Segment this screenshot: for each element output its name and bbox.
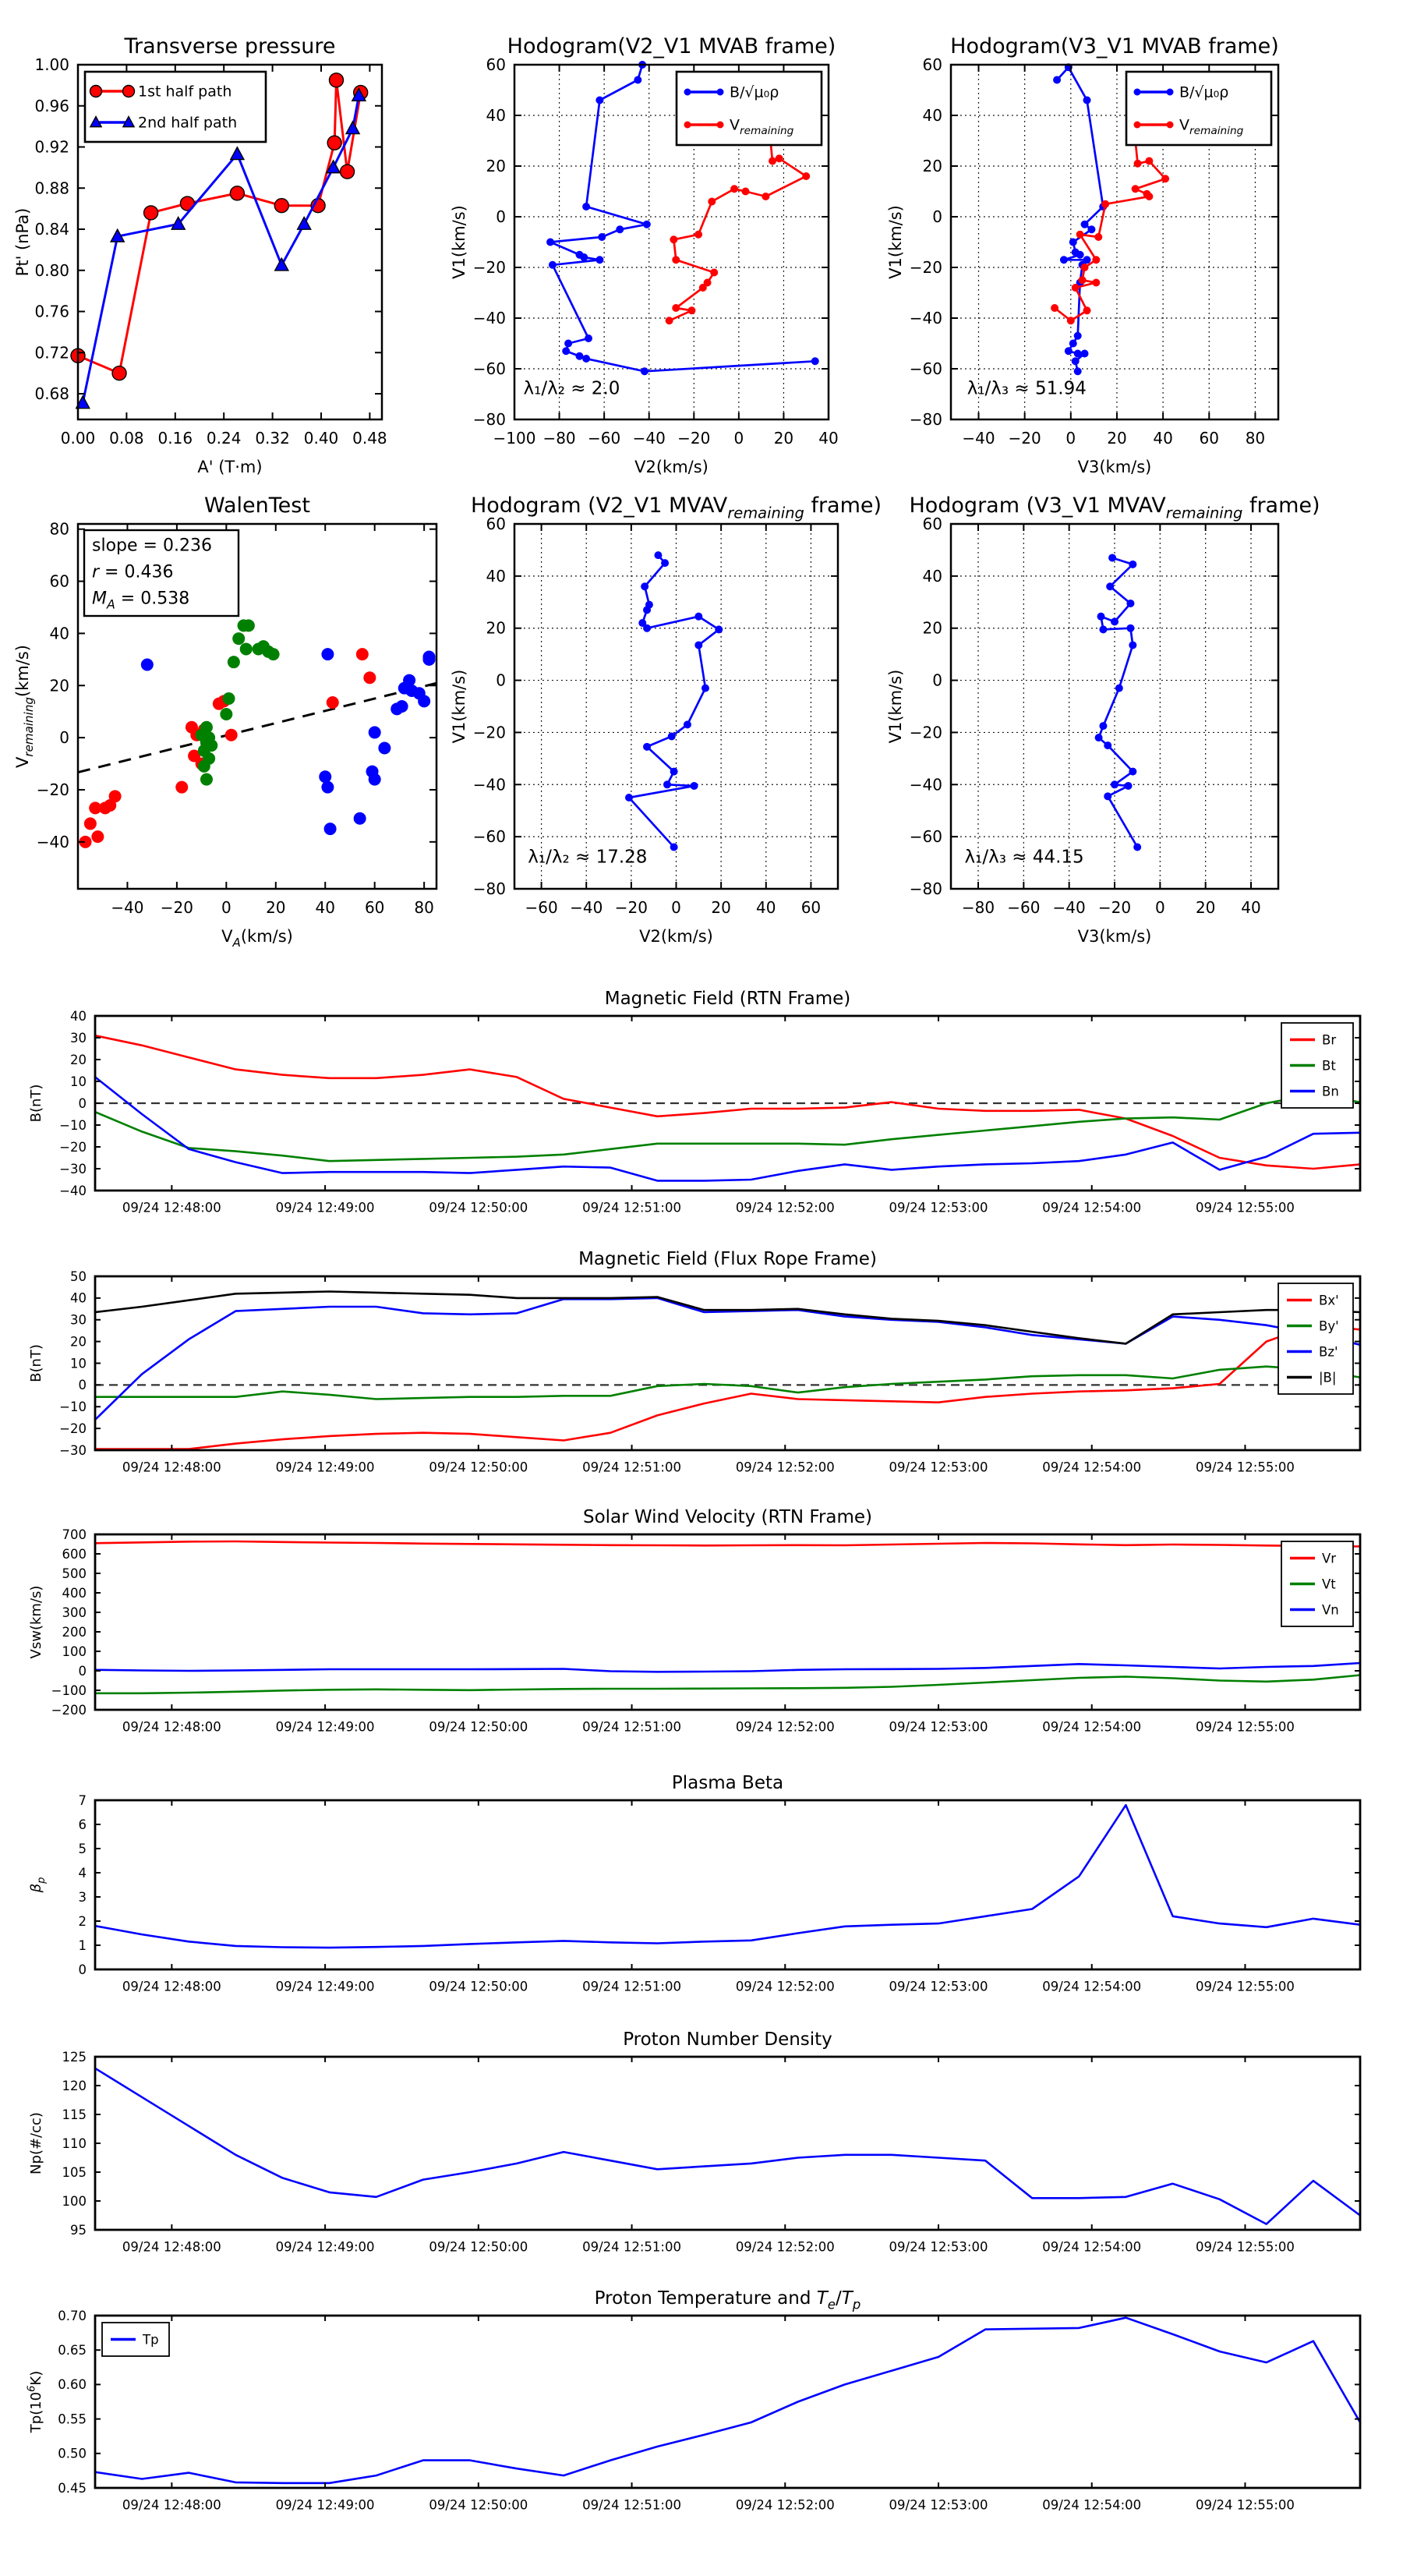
svg-text:−20: −20: [160, 898, 194, 917]
svg-text:0.16: 0.16: [157, 429, 193, 448]
svg-text:09/24 12:48:00: 09/24 12:48:00: [122, 1719, 221, 1735]
svg-text:−80: −80: [909, 410, 942, 429]
svg-text:−30: −30: [59, 1161, 87, 1177]
svg-text:Vremaining: $V_{remaining}$: [730, 116, 794, 137]
svg-text:−20: −20: [59, 1139, 87, 1155]
svg-text:0.55: 0.55: [58, 2411, 87, 2427]
svg-text:−20: −20: [36, 780, 69, 799]
svg-text:500: 500: [62, 1566, 87, 1581]
svg-text:40: 40: [70, 1008, 87, 1024]
svg-text:−60: −60: [472, 359, 506, 378]
svg-text:Hodogram (V3_V1 MVAVremaining: Hodogram (V3_V1 $MVAV_{remaining}$ frame): [909, 494, 1320, 522]
svg-text:40: 40: [49, 624, 69, 643]
svg-text:60: 60: [486, 55, 506, 74]
chart-plasma-beta: [28, 1773, 1360, 1994]
svg-text:0: 0: [1066, 429, 1076, 448]
svg-text:09/24 12:55:00: 09/24 12:55:00: [1196, 1460, 1295, 1475]
svg-text:Vremaining(km/s): $V_{remaining}(km/s)$: [13, 644, 36, 769]
svg-text:Br: Br: [1322, 1032, 1337, 1048]
series-Vr: [95, 1541, 1360, 1547]
svg-text:0: 0: [496, 671, 506, 690]
svg-text:09/24 12:51:00: 09/24 12:51:00: [582, 1460, 681, 1475]
series-Tp: [95, 2318, 1360, 2483]
svg-text:09/24 12:50:00: 09/24 12:50:00: [429, 1200, 528, 1215]
svg-text:−10: −10: [59, 1399, 87, 1415]
svg-text:−20: −20: [472, 723, 506, 742]
svg-text:−60: −60: [909, 827, 942, 847]
svg-text:Magnetic Field (Flux Rope Fram: Magnetic Field (Flux Rope Frame): [578, 1249, 877, 1269]
svg-text:0: 0: [78, 1962, 87, 1977]
svg-text:0.76: 0.76: [34, 302, 69, 321]
svg-text:30: 30: [70, 1312, 87, 1328]
svg-text:Proton Temperature and Te/Tp: Proton Temperature and $T_e/T_p$: [594, 2288, 861, 2312]
svg-text:80: 80: [1245, 429, 1266, 448]
svg-text:Np(#/cc): Np(#/cc): [28, 2112, 44, 2174]
svg-text:0: 0: [1154, 898, 1165, 917]
svg-text:βp: $\beta_p$: [28, 1877, 48, 1893]
svg-text:09/24 12:52:00: 09/24 12:52:00: [735, 1719, 835, 1735]
svg-text:B/√μ₀ρ: B/√μ₀ρ: [1179, 83, 1229, 101]
svg-text:Bz': Bz': [1319, 1344, 1338, 1360]
svg-text:40: 40: [818, 429, 839, 448]
svg-text:λ₁/λ₃ ≈ 44.15: λ₁/λ₃ ≈ 44.15: [964, 847, 1084, 868]
svg-text:−20: −20: [614, 898, 648, 917]
series-Br: [95, 1035, 1360, 1169]
svg-text:09/24 12:51:00: 09/24 12:51:00: [582, 1719, 681, 1735]
svg-text:20: 20: [922, 157, 942, 175]
series-Np: [95, 2068, 1360, 2224]
svg-text:Proton Number Density: Proton Number Density: [623, 2029, 832, 2050]
svg-text:Bn: Bn: [1322, 1084, 1339, 1099]
svg-text:0.84: 0.84: [34, 220, 69, 239]
svg-text:09/24 12:50:00: 09/24 12:50:00: [429, 2497, 528, 2513]
svg-text:40: 40: [70, 1290, 87, 1306]
svg-text:Plasma Beta: Plasma Beta: [671, 1773, 784, 1793]
svg-text:09/24 12:53:00: 09/24 12:53:00: [889, 1200, 988, 1215]
svg-text:−20: −20: [1008, 429, 1041, 448]
svg-text:V1(km/s): V1(km/s): [886, 205, 905, 279]
svg-text:0.48: 0.48: [352, 429, 387, 448]
chart-proton-density: [28, 2029, 1360, 2255]
chart-vsw-rtn: [28, 1507, 1360, 1735]
svg-text:0.80: 0.80: [34, 260, 69, 280]
svg-text:200: 200: [62, 1624, 87, 1640]
axes-box: [95, 2316, 1360, 2488]
svg-text:λ₁/λ₂ ≈ 17.28: λ₁/λ₂ ≈ 17.28: [528, 847, 648, 868]
svg-text:Vn: Vn: [1322, 1602, 1339, 1618]
svg-text:0: 0: [221, 898, 231, 917]
svg-text:−20: −20: [909, 258, 942, 277]
svg-text:20: 20: [486, 157, 506, 175]
svg-text:0.24: 0.24: [206, 429, 242, 448]
svg-text:6: 6: [78, 1817, 87, 1832]
svg-text:0.65: 0.65: [58, 2342, 87, 2358]
svg-text:09/24 12:50:00: 09/24 12:50:00: [429, 1979, 528, 1994]
svg-text:115: 115: [62, 2107, 87, 2122]
svg-text:09/24 12:54:00: 09/24 12:54:00: [1042, 1460, 1142, 1475]
svg-text:400: 400: [62, 1585, 87, 1601]
svg-text:09/24 12:55:00: 09/24 12:55:00: [1196, 2497, 1295, 2513]
svg-text:09/24 12:54:00: 09/24 12:54:00: [1042, 2239, 1142, 2255]
chart-proton-temp: [26, 2288, 1360, 2513]
svg-text:1: 1: [78, 1937, 87, 1953]
svg-text:09/24 12:53:00: 09/24 12:53:00: [889, 1979, 988, 1994]
svg-text:09/24 12:52:00: 09/24 12:52:00: [735, 2497, 835, 2513]
axes-box: [95, 1534, 1360, 1710]
svg-text:95: 95: [70, 2222, 87, 2238]
svg-text:7: 7: [78, 1792, 87, 1808]
svg-text:V2(km/s): V2(km/s): [634, 458, 709, 476]
svg-text:0.40: 0.40: [303, 429, 339, 448]
svg-text:60: 60: [364, 898, 385, 917]
svg-text:V1(km/s): V1(km/s): [886, 669, 905, 744]
svg-text:slope = 0.236: slope = 0.236: [92, 536, 212, 556]
svg-text:100: 100: [62, 2193, 87, 2209]
svg-text:−100: −100: [51, 1683, 87, 1698]
svg-text:Hodogram(V3_V1 MVAB frame): Hodogram(V3_V1 MVAB frame): [950, 34, 1279, 58]
svg-text:09/24 12:48:00: 09/24 12:48:00: [122, 2497, 221, 2513]
chart-mag-frf: [28, 1249, 1360, 1475]
svg-text:10: 10: [70, 1074, 87, 1089]
svg-text:09/24 12:52:00: 09/24 12:52:00: [735, 1979, 835, 1994]
svg-text:By': By': [1319, 1318, 1339, 1334]
svg-text:09/24 12:48:00: 09/24 12:48:00: [122, 1460, 221, 1475]
svg-text:20: 20: [70, 1334, 87, 1350]
svg-text:Hodogram (V2_V1 MVAVremaining: Hodogram (V2_V1 $MVAV_{remaining}$ frame): [470, 494, 882, 522]
svg-text:0.45: 0.45: [58, 2480, 87, 2496]
svg-text:0.92: 0.92: [34, 137, 69, 157]
svg-text:30: 30: [70, 1030, 87, 1046]
svg-text:3: 3: [78, 1889, 87, 1905]
svg-text:20: 20: [486, 618, 506, 638]
svg-text:09/24 12:49:00: 09/24 12:49:00: [275, 1979, 375, 1994]
svg-text:0.96: 0.96: [34, 96, 69, 115]
svg-text:0: 0: [78, 1095, 87, 1111]
svg-text:0.72: 0.72: [34, 343, 69, 363]
svg-text:Magnetic Field (RTN Frame): Magnetic Field (RTN Frame): [604, 989, 851, 1009]
svg-text:09/24 12:54:00: 09/24 12:54:00: [1042, 1719, 1142, 1735]
svg-text:50: 50: [70, 1269, 87, 1284]
series-Bn: [95, 1077, 1360, 1180]
svg-text:−30: −30: [59, 1442, 87, 1458]
svg-text:−60: −60: [909, 359, 942, 378]
svg-text:20: 20: [49, 676, 69, 695]
svg-text:20: 20: [1107, 429, 1127, 448]
svg-text:20: 20: [773, 429, 794, 448]
svg-text:B(nT): B(nT): [28, 1084, 44, 1123]
svg-text:60: 60: [1199, 429, 1219, 448]
svg-text:09/24 12:54:00: 09/24 12:54:00: [1042, 1979, 1142, 1994]
svg-text:09/24 12:54:00: 09/24 12:54:00: [1042, 2497, 1142, 2513]
svg-text:20: 20: [922, 618, 942, 638]
svg-text:Bx': Bx': [1319, 1293, 1339, 1308]
svg-text:20: 20: [711, 898, 731, 917]
svg-text:0.50: 0.50: [58, 2446, 87, 2461]
svg-text:λ₁/λ₂ ≈ 2.0: λ₁/λ₂ ≈ 2.0: [523, 378, 620, 399]
svg-text:−20: −20: [1097, 898, 1132, 917]
svg-text:−60: −60: [1007, 898, 1041, 917]
svg-text:−40: −40: [962, 429, 995, 448]
svg-text:1.00: 1.00: [34, 55, 69, 74]
svg-text:0.32: 0.32: [255, 429, 290, 448]
svg-text:−20: −20: [677, 429, 711, 448]
series-Bt: [95, 1095, 1360, 1161]
svg-text:0: 0: [78, 1378, 87, 1393]
svg-text:−40: −40: [111, 898, 144, 917]
svg-text:A' (T·m): A' (T·m): [197, 458, 263, 476]
svg-text:2: 2: [78, 1913, 87, 1929]
svg-text:Pt' (nPa): Pt' (nPa): [13, 207, 32, 277]
svg-text:0: 0: [932, 671, 942, 690]
svg-text:−40: −40: [59, 1183, 87, 1198]
svg-text:−40: −40: [570, 898, 603, 917]
svg-text:40: 40: [922, 106, 942, 125]
trend-line: [78, 683, 436, 772]
svg-text:0.88: 0.88: [34, 179, 69, 198]
chart-hodogram-v3v1-mvab: [886, 34, 1279, 476]
series-By-prime: [95, 1367, 1360, 1399]
svg-text:λ₁/λ₃ ≈ 51.94: λ₁/λ₃ ≈ 51.94: [967, 378, 1087, 399]
svg-text:−60: −60: [588, 429, 621, 448]
svg-text:V3(km/s): V3(km/s): [1077, 458, 1152, 476]
svg-text:−80: −80: [472, 410, 506, 429]
svg-text:09/24 12:52:00: 09/24 12:52:00: [735, 1200, 835, 1215]
svg-text:60: 60: [486, 515, 506, 533]
svg-text:09/24 12:49:00: 09/24 12:49:00: [275, 2497, 375, 2513]
svg-text:−20: −20: [59, 1421, 87, 1436]
svg-text:VA(km/s): $V_A(km/s)$: [221, 927, 293, 950]
svg-text:0: 0: [671, 898, 681, 917]
svg-text:09/24 12:49:00: 09/24 12:49:00: [275, 1460, 375, 1475]
svg-text:−60: −60: [525, 898, 558, 917]
series-Vt: [95, 1675, 1360, 1693]
series-Bx-prime: [95, 1325, 1360, 1449]
svg-text:Vremaining: $V_{remaining}$: [1179, 116, 1244, 137]
svg-text:V1(km/s): V1(km/s): [450, 669, 468, 744]
svg-text:09/24 12:53:00: 09/24 12:53:00: [889, 1719, 988, 1735]
svg-text:1st half path: 1st half path: [138, 83, 232, 101]
svg-text:09/24 12:55:00: 09/24 12:55:00: [1196, 1200, 1295, 1215]
svg-text:60: 60: [922, 55, 942, 74]
svg-text:80: 80: [49, 519, 69, 539]
chart-mag-rtn: [28, 989, 1360, 1215]
svg-text:40: 40: [486, 106, 506, 125]
svg-text:−40: −40: [472, 775, 506, 794]
svg-text:4: 4: [78, 1865, 87, 1881]
chart-hodogram-v2v1-mvav: [450, 494, 882, 946]
svg-text:125: 125: [62, 2049, 87, 2065]
svg-text:80: 80: [414, 898, 434, 917]
svg-text:10: 10: [70, 1356, 87, 1371]
series-Vn: [95, 1663, 1360, 1672]
svg-text:09/24 12:49:00: 09/24 12:49:00: [275, 2239, 375, 2255]
svg-text:09/24 12:48:00: 09/24 12:48:00: [122, 2239, 221, 2255]
svg-text:09/24 12:48:00: 09/24 12:48:00: [122, 1979, 221, 1994]
svg-text:Vr: Vr: [1322, 1551, 1337, 1566]
svg-text:09/24 12:53:00: 09/24 12:53:00: [889, 2239, 988, 2255]
svg-text:0.00: 0.00: [60, 429, 96, 448]
svg-text:09/24 12:54:00: 09/24 12:54:00: [1042, 1200, 1142, 1215]
svg-text:09/24 12:55:00: 09/24 12:55:00: [1196, 1719, 1295, 1735]
svg-text:−80: −80: [909, 879, 942, 898]
svg-text:0.70: 0.70: [58, 2308, 87, 2323]
svg-text:−40: −40: [36, 832, 69, 851]
svg-text:600: 600: [62, 1546, 87, 1562]
svg-text:700: 700: [62, 1527, 87, 1542]
svg-text:09/24 12:53:00: 09/24 12:53:00: [889, 2497, 988, 2513]
svg-text:20: 20: [70, 1052, 87, 1067]
svg-text:09/24 12:53:00: 09/24 12:53:00: [889, 1460, 988, 1475]
axes-box: [95, 1800, 1360, 1969]
svg-text:09/24 12:51:00: 09/24 12:51:00: [582, 1979, 681, 1994]
svg-text:60: 60: [922, 515, 942, 533]
svg-text:100: 100: [62, 1644, 87, 1659]
svg-text:−100: −100: [493, 429, 536, 448]
svg-text:−20: −20: [909, 723, 942, 742]
svg-text:120: 120: [62, 2078, 87, 2093]
svg-text:0: 0: [733, 429, 744, 448]
svg-text:WalenTest: WalenTest: [204, 494, 310, 518]
svg-text:Transverse pressure: Transverse pressure: [124, 34, 336, 58]
chart-hodogram-v3v1-mvav: [886, 494, 1320, 946]
axes-box: [95, 2057, 1360, 2230]
svg-text:09/24 12:52:00: 09/24 12:52:00: [735, 1460, 835, 1475]
svg-text:V2(km/s): V2(km/s): [639, 927, 713, 946]
series-beta-p: [95, 1805, 1360, 1948]
svg-text:105: 105: [62, 2164, 87, 2180]
svg-text:09/24 12:50:00: 09/24 12:50:00: [429, 1460, 528, 1475]
svg-text:0.68: 0.68: [34, 384, 69, 404]
svg-text:MA = 0.538: $M_A = 0.538$: [92, 589, 190, 612]
svg-text:−80: −80: [542, 429, 576, 448]
svg-text:Tp(106K): $Tp(10^6K)$: [26, 2370, 44, 2433]
chart-walen-test: [13, 494, 436, 950]
svg-text:60: 60: [49, 571, 69, 591]
svg-text:40: 40: [1153, 429, 1173, 448]
svg-text:|B|: |B|: [1319, 1370, 1337, 1385]
svg-text:Vt: Vt: [1322, 1576, 1336, 1592]
svg-text:20: 20: [1195, 898, 1216, 917]
svg-text:09/24 12:55:00: 09/24 12:55:00: [1196, 1979, 1295, 1994]
svg-text:Vsw(km/s): Vsw(km/s): [28, 1585, 44, 1659]
svg-text:09/24 12:51:00: 09/24 12:51:00: [582, 1200, 681, 1215]
svg-text:40: 40: [756, 898, 776, 917]
svg-text:09/24 12:51:00: 09/24 12:51:00: [582, 2497, 681, 2513]
svg-text:−40: −40: [909, 775, 942, 794]
svg-text:0.08: 0.08: [109, 429, 144, 448]
svg-text:Bt: Bt: [1322, 1058, 1336, 1074]
svg-text:V3(km/s): V3(km/s): [1077, 927, 1152, 946]
svg-text:20: 20: [266, 898, 286, 917]
svg-text:−20: −20: [472, 258, 506, 277]
svg-text:09/24 12:51:00: 09/24 12:51:00: [582, 2239, 681, 2255]
svg-text:60: 60: [800, 898, 822, 917]
svg-text:09/24 12:50:00: 09/24 12:50:00: [429, 2239, 528, 2255]
svg-text:Solar Wind Velocity (RTN Frame: Solar Wind Velocity (RTN Frame): [582, 1507, 873, 1527]
svg-text:40: 40: [315, 898, 335, 917]
svg-text:40: 40: [1241, 898, 1261, 917]
svg-text:−200: −200: [51, 1702, 87, 1718]
svg-text:40: 40: [922, 566, 942, 586]
series-B-alfven: [1057, 67, 1103, 371]
svg-text:B/√μ₀ρ: B/√μ₀ρ: [730, 83, 779, 101]
svg-text:−40: −40: [472, 309, 506, 327]
svg-text:−60: −60: [472, 827, 506, 847]
svg-text:0: 0: [496, 207, 506, 226]
svg-text:−40: −40: [632, 429, 666, 448]
svg-text:0: 0: [932, 207, 942, 226]
svg-text:5: 5: [78, 1841, 87, 1856]
svg-text:09/24 12:48:00: 09/24 12:48:00: [122, 1200, 221, 1215]
svg-text:−10: −10: [59, 1117, 87, 1133]
series-V-remaining-path: [629, 555, 719, 847]
svg-text:Tp: Tp: [143, 2332, 159, 2348]
svg-text:09/24 12:55:00: 09/24 12:55:00: [1196, 2239, 1295, 2255]
svg-text:300: 300: [62, 1605, 87, 1620]
svg-text:−40: −40: [1052, 898, 1086, 917]
svg-text:2nd half path: 2nd half path: [138, 114, 238, 132]
svg-text:0: 0: [78, 1663, 87, 1679]
svg-text:09/24 12:49:00: 09/24 12:49:00: [275, 1719, 375, 1735]
svg-text:−80: −80: [961, 898, 995, 917]
chart-transverse-pressure: [13, 34, 387, 476]
svg-text:09/24 12:50:00: 09/24 12:50:00: [429, 1719, 528, 1735]
svg-text:110: 110: [62, 2135, 87, 2151]
svg-text:0.60: 0.60: [58, 2377, 87, 2393]
svg-text:−80: −80: [472, 879, 506, 898]
svg-text:09/24 12:49:00: 09/24 12:49:00: [275, 1200, 375, 1215]
svg-text:Hodogram(V2_V1 MVAB frame): Hodogram(V2_V1 MVAB frame): [507, 34, 836, 58]
svg-text:09/24 12:52:00: 09/24 12:52:00: [735, 2239, 835, 2255]
svg-text:B(nT): B(nT): [28, 1344, 44, 1382]
svg-text:r = 0.436: r = 0.436: [92, 562, 174, 582]
svg-text:V1(km/s): V1(km/s): [450, 205, 468, 279]
svg-text:40: 40: [486, 566, 506, 586]
axes-box: [95, 1276, 1360, 1450]
svg-text:−40: −40: [909, 309, 942, 327]
chart-hodogram-v2v1-mvab: [450, 34, 839, 476]
svg-text:0: 0: [59, 728, 69, 748]
